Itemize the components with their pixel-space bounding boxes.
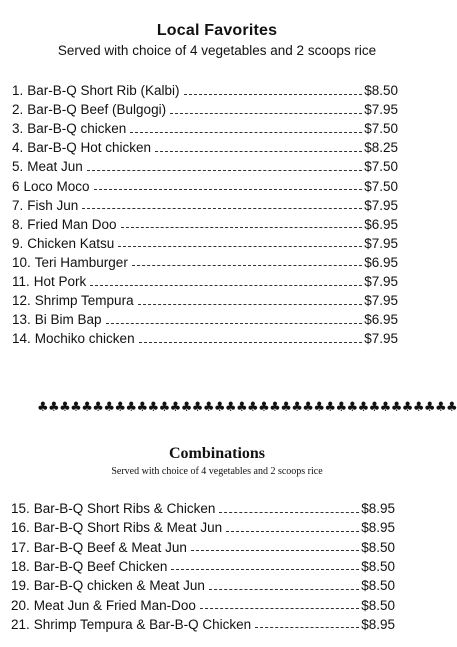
item-price: $8.50 — [364, 83, 398, 98]
item-name: Bar-B-Q Beef (Bulgogi) — [27, 102, 167, 118]
item-name: Meat Jun — [27, 159, 83, 175]
item-name: Meat Jun & Fried Man-Doo — [33, 597, 196, 613]
dotted-leader — [106, 322, 363, 324]
item-number: 13. — [12, 312, 31, 328]
item-number: 4. — [12, 140, 24, 156]
item-price: $7.50 — [364, 159, 398, 175]
item-price: $6.95 — [364, 254, 398, 270]
item-price: $8.25 — [364, 140, 398, 156]
item-name: Teri Hamburger — [34, 254, 128, 270]
item-name: Shrimp Tempura — [34, 293, 134, 309]
item-number: 3. — [12, 121, 24, 137]
dotted-leader — [170, 112, 362, 114]
item-price: $8.95 — [361, 616, 395, 632]
item-number: 1. — [12, 83, 24, 98]
item-price: $7.95 — [364, 197, 398, 213]
menu-item — [12, 234, 398, 253]
item-price: $6.95 — [364, 216, 398, 232]
menu-item — [12, 119, 398, 138]
combinations-subtitle: Served with choice of 4 vegetables and 2 scoops rice — [111, 466, 323, 477]
item-name: Bar-B-Q chicken & Meat Jun — [33, 578, 205, 594]
item-price: $8.95 — [361, 520, 395, 536]
dotted-leader — [171, 568, 359, 570]
menu-item — [12, 215, 398, 234]
club-divider: ♣♣♣♣♣♣♣♣♣♣♣♣♣♣♣♣♣♣♣♣♣♣♣♣♣♣♣♣♣♣♣♣♣♣♣♣♣♣ — [37, 400, 457, 415]
item-number: 10. — [12, 254, 31, 270]
menu-item — [11, 518, 395, 537]
item-number: 6 — [12, 178, 20, 194]
dotted-leader — [191, 549, 359, 551]
menu-item — [11, 615, 395, 634]
item-name: Fried Man Doo — [27, 216, 117, 232]
dotted-leader — [255, 626, 359, 628]
menu-item — [12, 138, 398, 157]
item-name: Mochiko chicken — [34, 331, 135, 347]
menu-item — [12, 196, 398, 215]
dotted-leader — [139, 341, 363, 343]
dotted-leader — [90, 284, 362, 286]
item-number: 16. — [11, 520, 30, 536]
menu-item — [12, 272, 398, 291]
item-price: $7.95 — [364, 331, 398, 347]
item-number: 17. — [11, 539, 30, 555]
local-favorites-title: Local Favorites — [156, 22, 278, 39]
menu-item — [11, 596, 395, 615]
item-number: 19. — [11, 578, 30, 594]
item-name: Hot Pork — [33, 274, 87, 289]
menu-item — [12, 310, 398, 329]
item-name: Bar-B-Q Short Rib (Kalbi) — [27, 83, 180, 98]
dotted-leader — [200, 607, 359, 609]
item-name: Bar-B-Q Hot chicken — [27, 140, 152, 156]
item-name: Bar-B-Q Beef & Meat Jun — [33, 539, 187, 555]
dotted-leader — [155, 150, 362, 152]
item-price: $8.50 — [361, 539, 395, 555]
item-number: 15. — [11, 501, 30, 516]
item-number: 7. — [12, 197, 24, 213]
item-price: $7.95 — [364, 102, 398, 118]
dotted-leader — [87, 169, 362, 171]
dotted-leader — [219, 511, 359, 513]
menu-item — [11, 538, 395, 557]
item-price: $8.50 — [361, 578, 395, 594]
menu-item — [11, 557, 395, 576]
menu-item — [12, 329, 398, 348]
item-number: 12. — [12, 293, 31, 309]
dotted-leader — [226, 530, 359, 532]
item-price: $8.95 — [361, 501, 395, 516]
dotted-leader — [209, 588, 359, 590]
menu-item — [12, 81, 398, 100]
item-name: Fish Jun — [27, 197, 79, 213]
item-name: Chicken Katsu — [27, 235, 115, 251]
item-number: 2. — [12, 102, 24, 118]
item-name: Loco Moco — [23, 178, 90, 194]
item-name: Bar-B-Q Short Ribs & Meat Jun — [33, 520, 223, 536]
item-number: 20. — [11, 597, 30, 613]
item-number: 9. — [12, 235, 24, 251]
item-number: 14. — [12, 331, 31, 347]
item-number: 8. — [12, 216, 24, 232]
item-number: 5. — [12, 159, 24, 175]
item-number: 18. — [11, 558, 30, 574]
dotted-leader — [118, 245, 362, 247]
dotted-leader — [82, 207, 362, 209]
item-price: $8.50 — [361, 558, 395, 574]
item-number: 21. — [11, 616, 30, 632]
dotted-leader — [130, 131, 362, 133]
item-price: $7.50 — [364, 121, 398, 137]
dotted-leader — [138, 303, 363, 305]
combinations-title: Combinations — [168, 445, 266, 462]
item-name: Bar-B-Q Short Ribs & Chicken — [33, 501, 216, 516]
dotted-leader — [94, 188, 363, 190]
item-price: $7.50 — [364, 178, 398, 194]
dotted-leader — [132, 264, 362, 266]
dotted-leader — [184, 93, 363, 95]
menu-item — [12, 100, 398, 119]
item-name: Bar-B-Q chicken — [27, 121, 127, 137]
dotted-leader — [121, 226, 363, 228]
item-price: $7.95 — [364, 274, 398, 289]
item-price: $8.50 — [361, 597, 395, 613]
item-name: Bar-B-Q Beef Chicken — [33, 558, 168, 574]
menu-item — [12, 253, 398, 272]
menu-item — [12, 157, 398, 176]
local-favorites-subtitle: Served with choice of 4 vegetables and 2 scoops rice — [57, 43, 377, 58]
menu-item — [11, 499, 395, 518]
item-price: $7.95 — [364, 235, 398, 251]
item-name: Shrimp Tempura & Bar-B-Q Chicken — [33, 616, 252, 632]
item-number: 11. — [12, 274, 30, 289]
item-price: $6.95 — [364, 312, 398, 328]
item-name: Bi Bim Bap — [34, 312, 102, 328]
item-price: $7.95 — [364, 293, 398, 309]
menu-item — [11, 576, 395, 595]
menu-item — [12, 177, 398, 196]
menu-item — [12, 291, 398, 310]
